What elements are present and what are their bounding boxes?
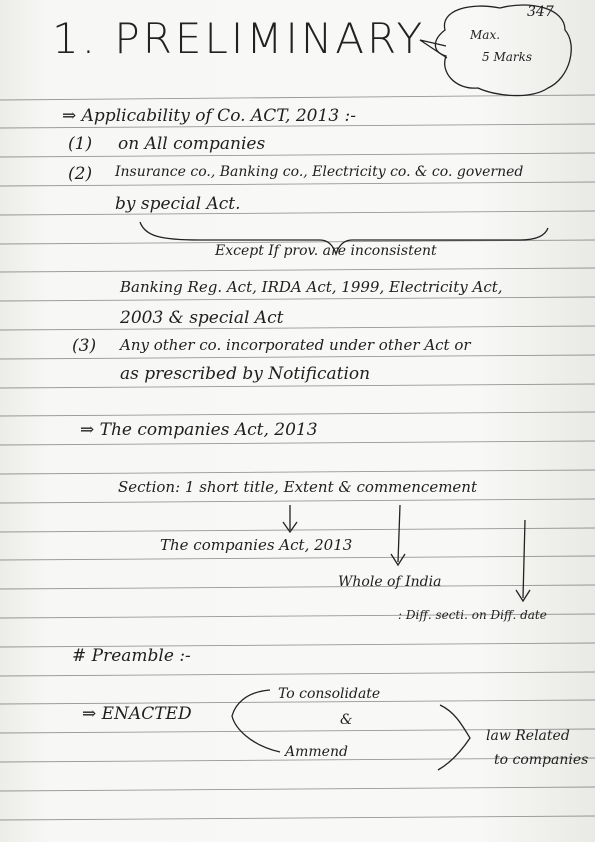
bubble-line1: Max. bbox=[470, 28, 501, 42]
arrow-short-title bbox=[283, 505, 297, 532]
ammend-text: Ammend bbox=[285, 744, 348, 760]
commencement-value: : Diff. secti. on Diff. date bbox=[398, 608, 547, 622]
section1-line: Section: 1 short title, Extent & commencement bbox=[118, 478, 477, 496]
and-symbol: & bbox=[340, 712, 353, 728]
applicability-heading: ⇒ Applicability of Co. ACT, 2013 :- bbox=[62, 106, 357, 126]
item1-number: (1) bbox=[68, 134, 93, 154]
arrow-extent bbox=[391, 505, 405, 565]
extent-value: Whole of India bbox=[338, 574, 442, 590]
page-number: 347 bbox=[527, 4, 554, 20]
item3-continuation: as prescribed by Notification bbox=[120, 364, 371, 384]
to-companies: to companies bbox=[494, 752, 589, 768]
acts-line1: Banking Reg. Act, IRDA Act, 1999, Electricity Act, bbox=[120, 278, 503, 296]
item3-number: (3) bbox=[72, 336, 97, 356]
item3-text: Any other co. incorporated under other Act or bbox=[120, 336, 471, 354]
item2-number: (2) bbox=[68, 164, 93, 184]
companies-act-heading: ⇒ The companies Act, 2013 bbox=[80, 420, 318, 440]
enacted-label: ⇒ ENACTED bbox=[82, 704, 192, 724]
law-related: law Related bbox=[486, 728, 570, 744]
acts-line2: 2003 & special Act bbox=[120, 308, 284, 328]
enacted-right-brace bbox=[438, 705, 470, 770]
except-note: Except If prov. are inconsistent bbox=[215, 243, 437, 259]
arrow-commencement bbox=[516, 520, 530, 601]
item2-continuation: by special Act. bbox=[115, 194, 241, 214]
enacted-left-brace bbox=[232, 690, 280, 752]
page-title: 1. PRELIMINARY bbox=[52, 14, 426, 63]
bubble-line2: 5 Marks bbox=[482, 50, 533, 64]
item1-text: on All companies bbox=[118, 134, 266, 154]
to-consolidate: To consolidate bbox=[278, 686, 381, 702]
item2-text: Insurance co., Banking co., Electricity co. & co. governed bbox=[115, 164, 524, 180]
short-title-value: The companies Act, 2013 bbox=[160, 536, 353, 554]
preamble-heading: # Preamble :- bbox=[72, 646, 191, 666]
